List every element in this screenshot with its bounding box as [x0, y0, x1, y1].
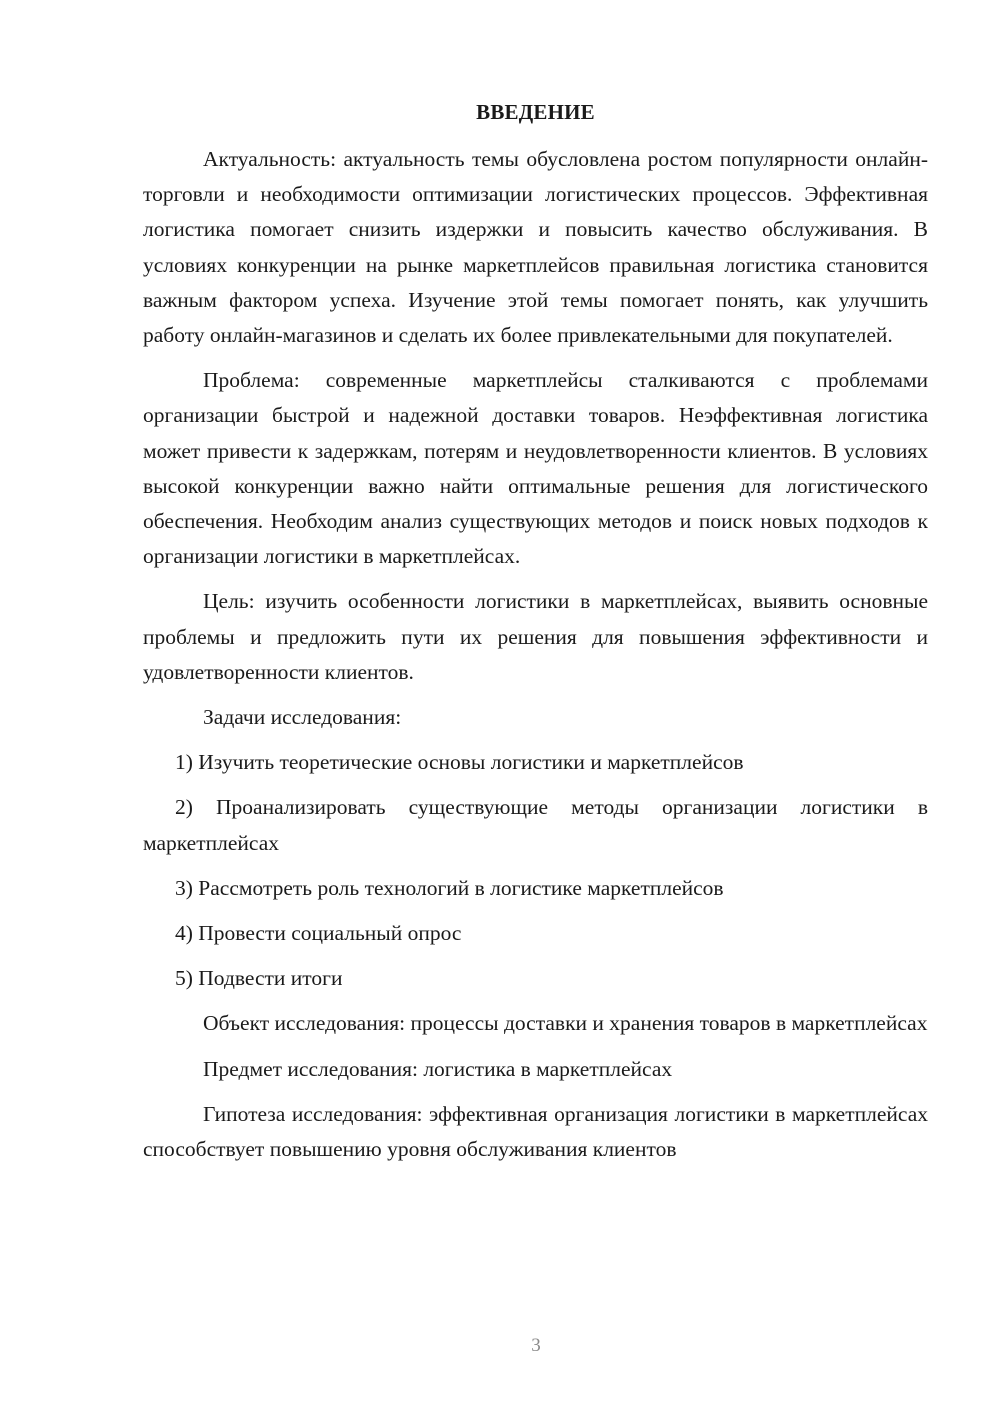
- task-item-2: 2) Проанализировать существующие методы организации логистики в маркетплейсах: [143, 795, 928, 855]
- paragraph-problem: Проблема: современные маркетплейсы сталкиваются с проблемами организации быстрой и надежной доставки товаров. Неэффективная логистика может привести к задержкам, потерям и неудовлетворенности клиентов. В условиях высокой конкуренции важно найти оптимальные решения для логистического обеспечения. Необходим анализ существующих методов и поиск новых подходов к организации логистики в маркетплейсах.: [143, 368, 928, 569]
- task-item-3: 3) Рассмотреть роль технологий в логистике маркетплейсов: [175, 875, 724, 900]
- task-item-4: 4) Провести социальный опрос: [175, 921, 462, 946]
- paragraph-object: Объект исследования: процессы доставки и хранения товаров в маркетплейсах: [203, 1011, 928, 1036]
- task-item-1: 1) Изучить теоретические основы логистики и маркетплейсов: [175, 750, 744, 775]
- paragraph-hypothesis: Гипотеза исследования: эффективная организация логистики в маркетплейсах способствует повышению уровня обслуживания клиентов: [143, 1101, 928, 1162]
- paragraph-goal: Цель: изучить особенности логистики в маркетплейсах, выявить основные проблемы и предложить пути их решения для повышения эффективности и удовлетворенности клиентов.: [143, 589, 928, 684]
- page-number: 3: [531, 1335, 541, 1356]
- section-title: ВВЕДЕНИЕ: [476, 100, 595, 124]
- body-text: [143, 142, 928, 1177]
- paragraph-relevance: Актуальность: актуальность темы обусловлена ростом популярности онлайн-торговли и необходимости оптимизации логистических процессов. Эффективная логистика помогает снизить издержки и повысить качество обслуживания. В условиях конкуренции на рынке маркетплейсов правильная логистика становится важным фактором успеха. Изучение этой темы помогает понять, как улучшить работу онлайн-магазинов и сделать их более привлекательными для покупателей.: [143, 147, 928, 348]
- paragraph-tasks-heading: Задачи исследования:: [203, 705, 402, 730]
- paragraph-subject: Предмет исследования: логистика в маркетплейсах: [203, 1056, 673, 1081]
- task-item-5: 5) Подвести итоги: [175, 966, 343, 991]
